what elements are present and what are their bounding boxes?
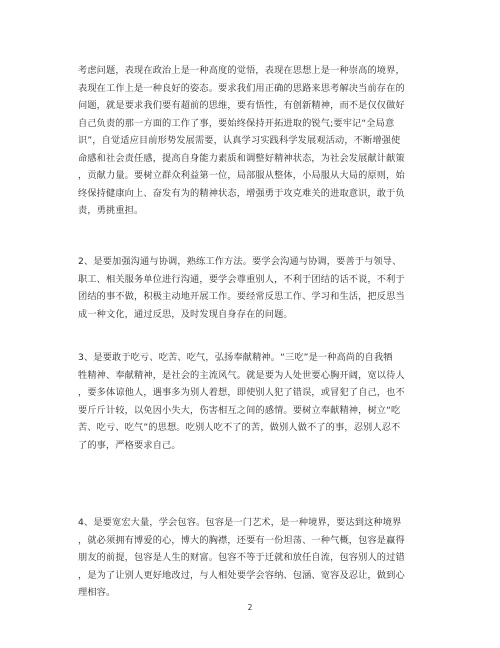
- paragraph-line: 了的事，严格要求自己。: [78, 439, 181, 451]
- paragraph-line: 责，勇挑重担。: [78, 205, 144, 216]
- paragraph-line: 2、是要加强沟通与协调，熟练工作方法。要学会沟通与协调，要善于与领导、: [78, 256, 402, 267]
- paragraph-line: 团结的事不做，积极主动地开展工作。要经常反思工作、学习和生活，把反思当: [78, 291, 405, 302]
- paragraph-line: 成一种文化，通过反思，及时发现自身存在的问题。: [78, 308, 293, 320]
- paragraph-line: 考虑问题，表现在政治上是一种高度的觉悟，表现在思想上是一种崇高的境界，: [78, 65, 405, 76]
- paragraph-3: [78, 349, 426, 454]
- paragraph-1: [78, 62, 426, 220]
- paragraph-line: 朋友的前提，包容是人生的财富。包容不等于迁就和放任自流，包容别人的过错: [78, 552, 405, 563]
- paragraph-line: 4、是要宽宏大量，学会包容。包容是一门艺术，是一种境界，要达到这种境界: [78, 517, 402, 528]
- paragraph-line: ，是为了让别人更好地改过，与人相处要学会容纳、包涵、宽容及忍让，做到心: [78, 569, 405, 581]
- paragraph-line: 自己负责的那一方面的工作了事，要始终保持开拓进取的锐气;要牢记“全局意: [78, 117, 395, 129]
- paragraph-line: 牲精神、奉献精神，是社会的主流风气。就是要为人处世要心胸开阔，宽以待人: [78, 369, 405, 381]
- paragraph-line: 终保持健康向上、奋发有为的精神状态，增强勇于攻克难关的进取意识，敢于负: [78, 187, 405, 199]
- paragraph-2: [78, 253, 426, 323]
- paragraph-line: ，要多体谅他人，遇事多为别人着想，即使别人犯了错误，或冒犯了自己，也不: [78, 387, 405, 398]
- page-number: 2: [247, 603, 253, 612]
- paragraph-line: 问题，就是要求我们要有超前的思维，要有悟性，有创新精神，而不是仅仅做好: [78, 100, 405, 111]
- paragraph-line: ，贡献力量。要树立群众利益第一位，局部服从整体，小局服从大局的原则，始: [78, 170, 405, 181]
- paragraph-4: [78, 514, 426, 602]
- paragraph-line: 职工、相关服务单位进行沟通，要学会尊重别人，不利于团结的话不说，不利于: [78, 273, 405, 285]
- paragraph-line: 理相容。: [78, 587, 116, 598]
- paragraph-line: 要斤斤计较，以免因小失大，伤害相互之间的感情。要树立奉献精神，树立“吃: [78, 404, 401, 416]
- paragraph-line: 苦、吃亏、吃气”的思想。吃别人吃不了的苦，做别人做不了的事，忍别人忍不: [78, 422, 401, 433]
- paragraph-line: 表现在工作上是一种良好的姿态。要求我们用正确的思路来思考解决当前存在的: [78, 82, 405, 94]
- paragraph-line: 命感和社会责任感，提高自身能力素质和调整好精神状态，为社会发展献计献策: [78, 152, 405, 164]
- paragraph-line: 3、是要敢于吃亏、吃苦、吃气，弘扬奉献精神。“三吃”是一种高尚的自我牺: [78, 352, 393, 363]
- paragraph-line: 识”，自觉适应目前形势发展需要，认真学习实践科学发展观活动，不断增强使: [78, 135, 401, 146]
- paragraph-line: ，就必须拥有博爱的心，博大的胸襟，还要有一份坦荡、一种气概，包容是赢得: [78, 534, 405, 546]
